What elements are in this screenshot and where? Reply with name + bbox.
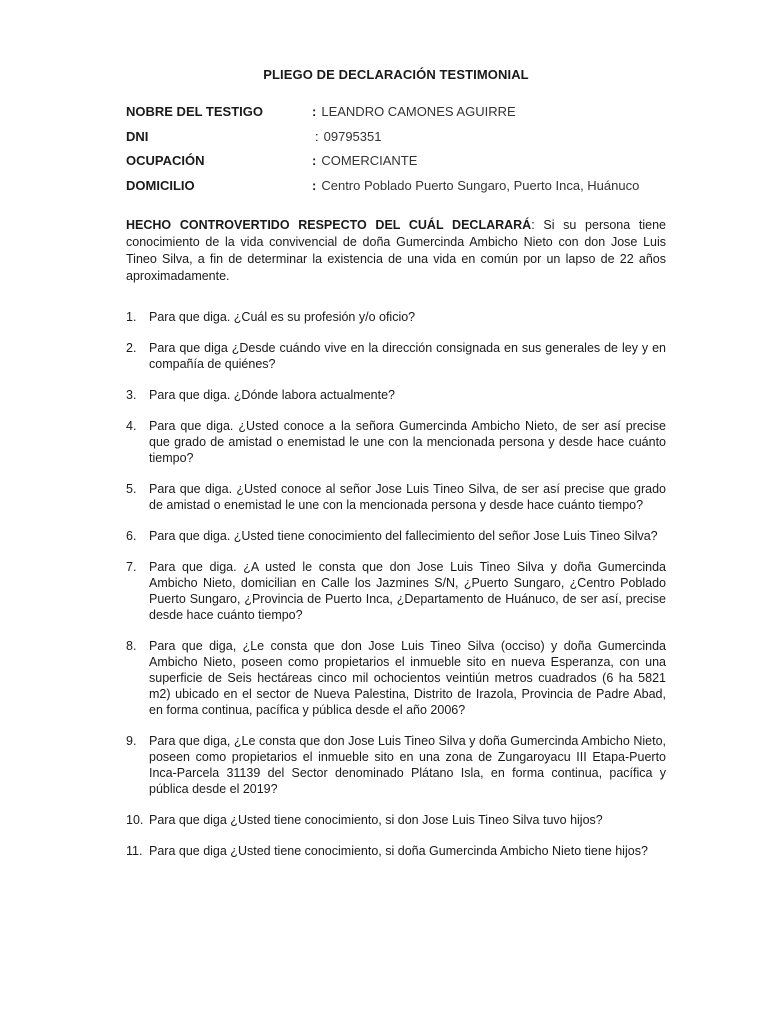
field-label: DNI <box>126 128 149 144</box>
document-title: PLIEGO DE DECLARACIÓN TESTIMONIAL <box>263 67 529 82</box>
question-item <box>126 481 666 513</box>
question-number: 10. <box>126 813 144 827</box>
question-text: Para que diga ¿Usted tiene conocimiento, si doña Gumercinda Ambicho Nieto tiene hijos? <box>149 844 648 858</box>
field-value: COMERCIANTE <box>321 153 418 168</box>
question-text: Para que diga, ¿Le consta que don Jose Luis Tineo Silva (occiso) y doña Gumercinda Ambicho Nieto, poseen como propietarios el inmueble sito en nueva Esperanza, con una superficie de Seis hectáreas cinco mil ochocientos veintiún metros cuadrados (6 ha 5821 m2) ubicado en el sector de Nueva Palestina, Distrito de Irazola, Provincia de Padre Abad, en forma continua, pacífica y pública desde el año 2006? <box>149 639 666 717</box>
field-label: NOBRE DEL TESTIGO <box>126 104 263 119</box>
question-number: 4. <box>126 419 137 433</box>
field-colon: : <box>312 104 317 119</box>
question-number: 2. <box>126 341 137 355</box>
field-occupation <box>126 152 666 177</box>
question-item <box>126 843 666 859</box>
witness-fields <box>126 103 666 201</box>
question-number: 8. <box>126 639 137 653</box>
question-text: Para que diga ¿Usted tiene conocimiento, si don Jose Luis Tineo Silva tuvo hijos? <box>149 813 603 827</box>
question-item <box>126 387 666 403</box>
question-item <box>126 812 666 828</box>
question-number: 11. <box>126 844 143 858</box>
question-text: Para que diga ¿Desde cuándo vive en la dirección consignada en sus generales de ley y en compañía de quiénes? <box>149 341 666 371</box>
question-item <box>126 733 666 797</box>
field-dni <box>126 128 666 153</box>
question-text: Para que diga, ¿Le consta que don Jose Luis Tineo Silva y doña Gumercinda Ambicho Nieto, poseen como propietarios el inmueble sito en una zona de Zungaroyacu III Etapa-Puerto Inca-Parcela 31139 del Sector denominado Plátano Isla, en forma continua, pacífica y pública desde el 2019? <box>149 734 666 796</box>
question-number: 1. <box>126 310 137 324</box>
question-item <box>126 418 666 466</box>
question-text: Para que diga. ¿Usted conoce al señor Jose Luis Tineo Silva, de ser así precise que grado de amistad o enemistad le une con la mencionada persona y desde hace cuánto tiempo? <box>149 482 666 512</box>
fact-heading: HECHO CONTROVERTIDO RESPECTO DEL CUÁL DECLARARÁ <box>126 218 532 232</box>
field-value: 09795351 <box>323 128 382 144</box>
question-number: 7. <box>126 560 137 574</box>
field-value: LEANDRO CAMONES AGUIRRE <box>321 104 516 119</box>
question-item <box>126 340 666 372</box>
fact-text: : Si su persona tiene conocimiento de la vida convivencial de doña Gumercinda Ambicho Nieto con don Jose Luis Tineo Silva, a fin de determinar la existencia de una vida en común por un lapso de 22 años aproximadamente. <box>126 218 666 283</box>
field-colon: : <box>312 177 317 193</box>
question-list <box>126 309 666 859</box>
question-item <box>126 528 666 544</box>
question-number: 5. <box>126 482 137 496</box>
question-text: Para que diga. ¿Usted conoce a la señora Gumercinda Ambicho Nieto, de ser así precise que grado de amistad o enemistad le une con la mencionada persona y desde hace cuánto tiempo? <box>149 419 666 465</box>
question-number: 3. <box>126 388 137 402</box>
question-item <box>126 559 666 623</box>
question-text: Para que diga. ¿Usted tiene conocimiento del fallecimiento del señor Jose Luis Tineo Silva? <box>149 529 658 543</box>
question-text: Para que diga. ¿Dónde labora actualmente? <box>149 388 395 402</box>
question-number: 9. <box>126 734 137 748</box>
field-address <box>126 177 666 202</box>
question-text: Para que diga. ¿A usted le consta que don Jose Luis Tineo Silva y doña Gumercinda Ambicho Nieto, domicilian en Calle los Jazmines S/N, ¿Puerto Sungaro, ¿Centro Poblado Puerto Sungaro, ¿Provincia de Puerto Inca, ¿Departamento de Huánuco, de ser así, precise desde hace cuánto tiempo? <box>149 560 666 622</box>
field-colon: : <box>312 153 317 168</box>
question-item <box>126 638 666 718</box>
field-label: OCUPACIÓN <box>126 153 205 168</box>
question-number: 6. <box>126 529 137 543</box>
field-colon: : <box>315 128 319 144</box>
field-label: DOMICILIO <box>126 177 195 193</box>
field-value: Centro Poblado Puerto Sungaro, Puerto Inca, Huánuco <box>321 177 640 193</box>
question-text: Para que diga. ¿Cuál es su profesión y/o oficio? <box>149 310 416 324</box>
controverted-fact <box>126 217 666 285</box>
question-item <box>126 309 666 325</box>
field-witness-name <box>126 103 666 128</box>
